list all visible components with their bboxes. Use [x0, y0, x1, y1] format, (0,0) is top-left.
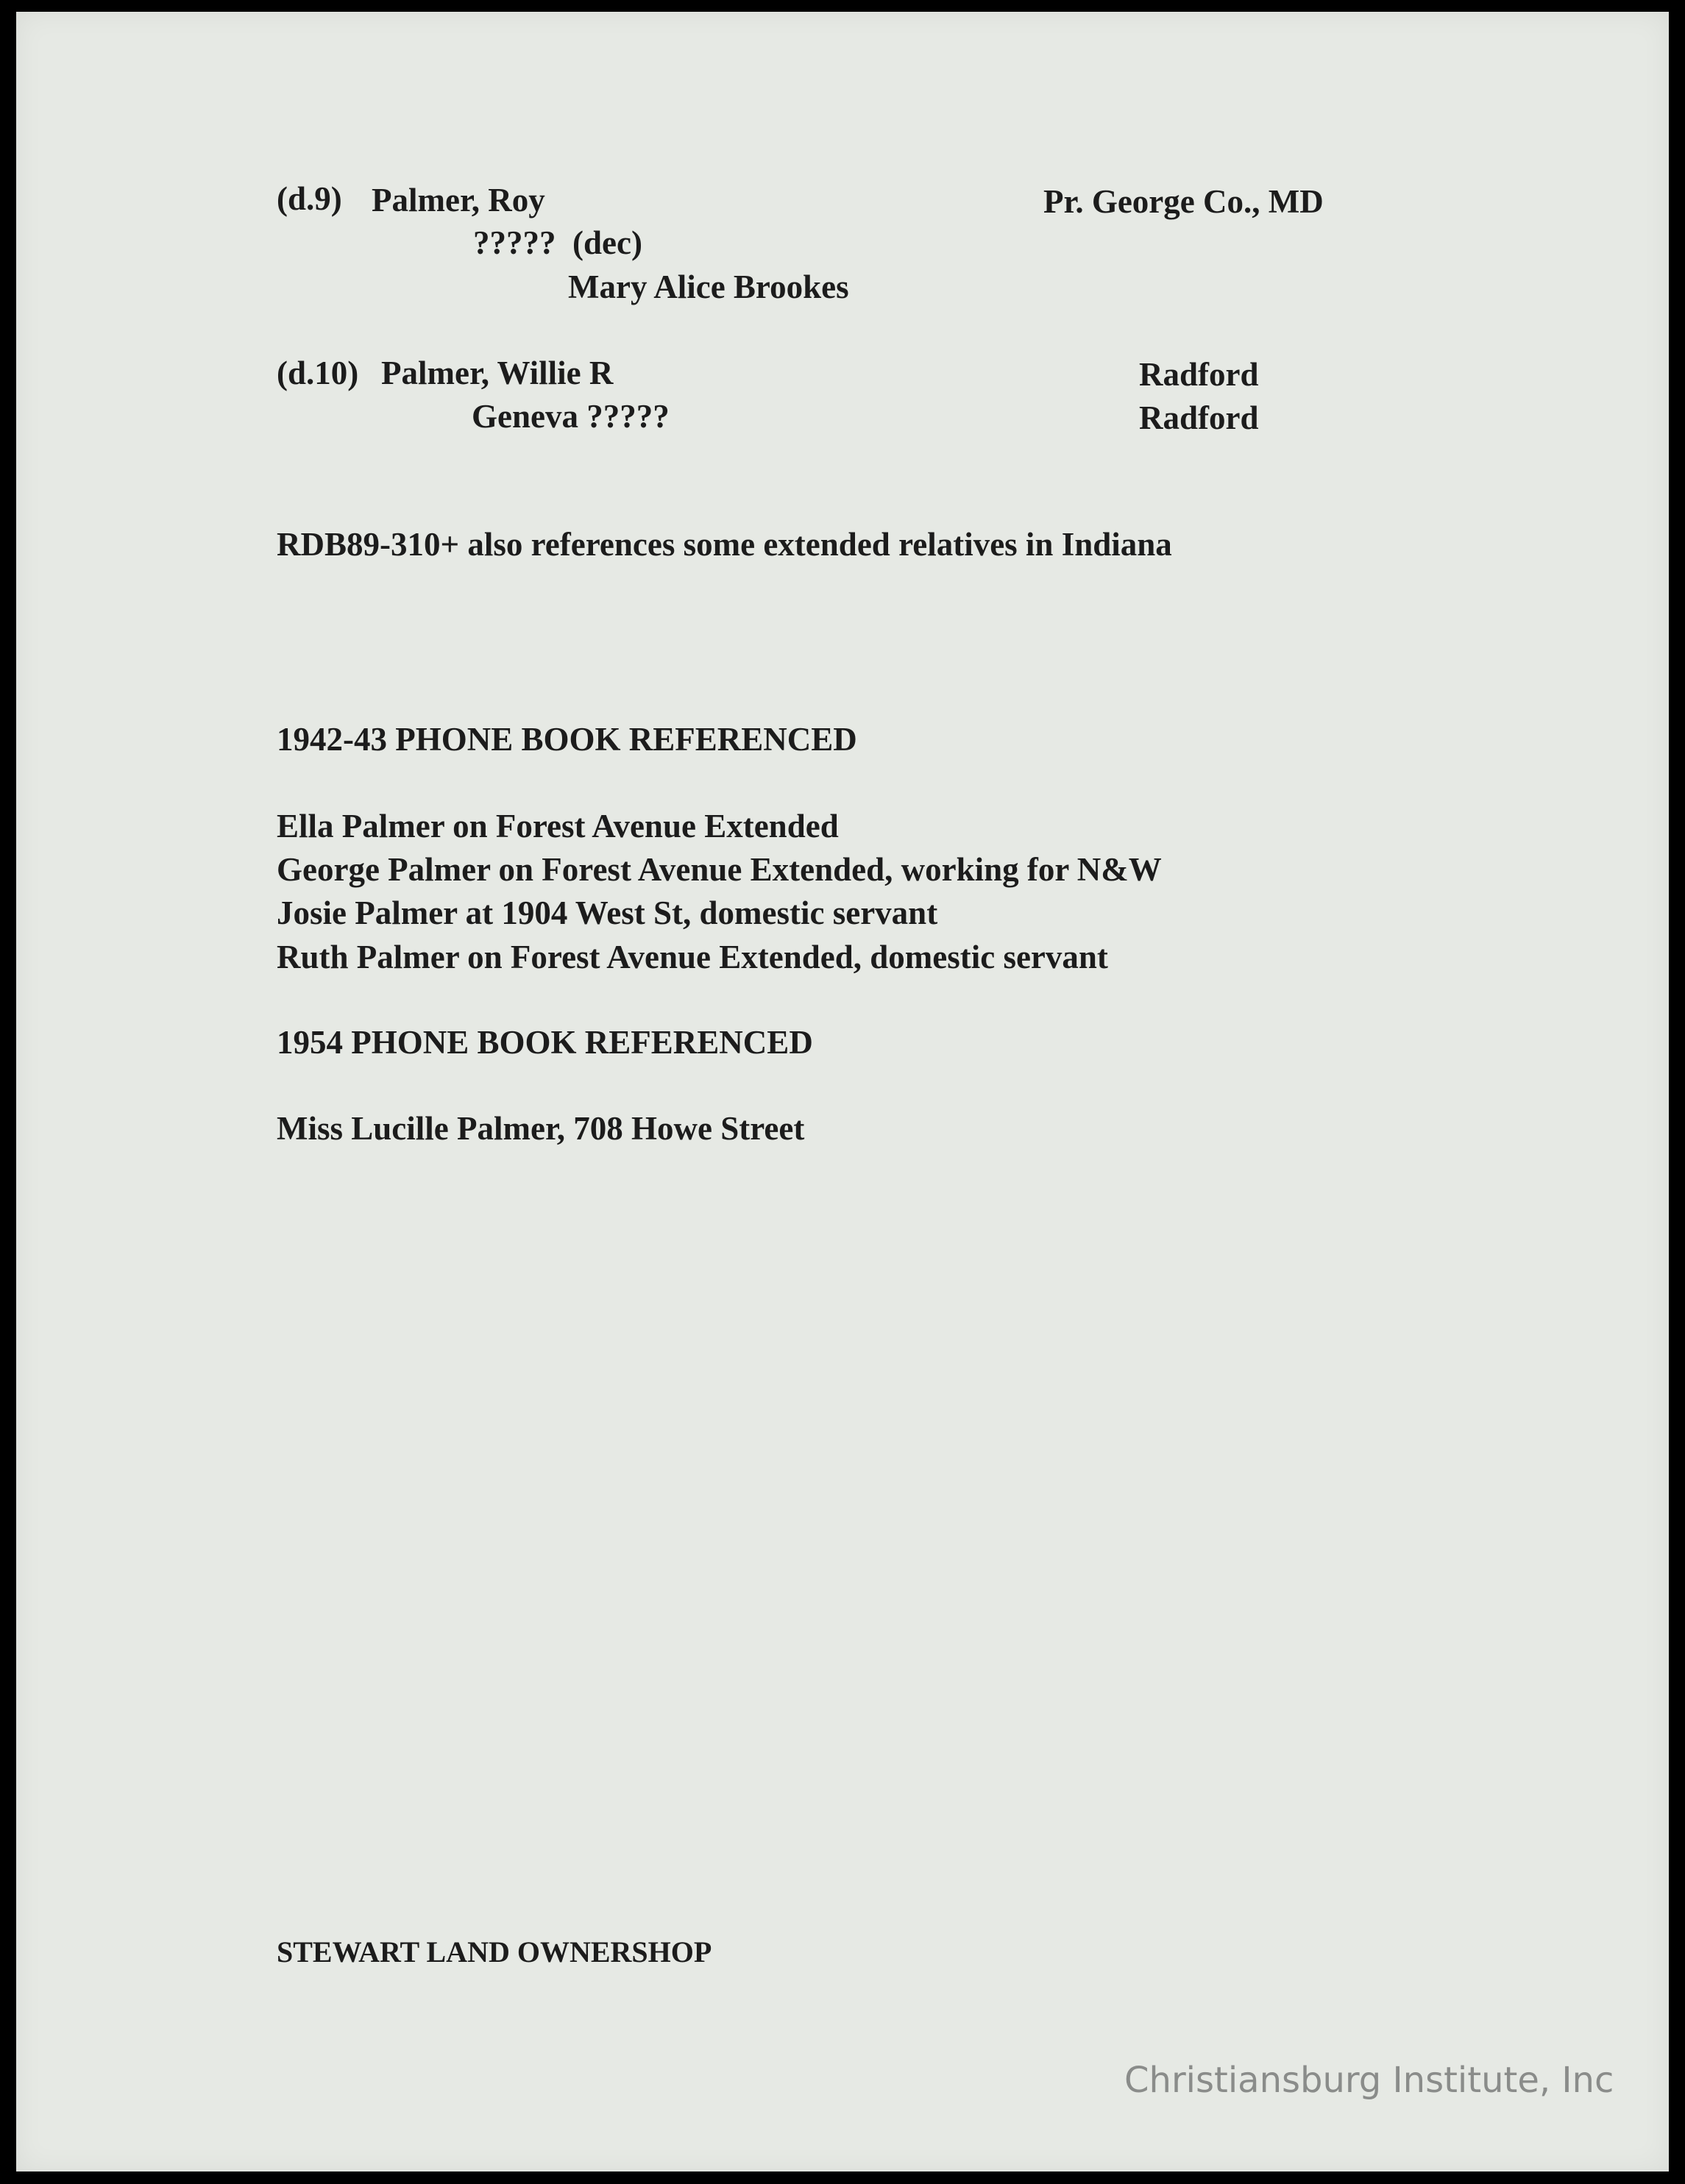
entry-d9-location: Pr. George Co., MD	[1043, 183, 1324, 220]
entry-d10-name: Palmer, Willie R	[381, 355, 614, 391]
entry-d9-label: (d.9)	[277, 180, 342, 217]
stewart-land-heading: STEWART LAND OWNERSHOP	[277, 1935, 712, 1968]
entry-d9-subline-2: Mary Alice Brookes	[568, 268, 849, 305]
phone-book-1942-line: George Palmer on Forest Avenue Extended, working for N&W	[277, 851, 1162, 888]
entry-d10-spouse-location: Radford	[1139, 399, 1259, 436]
entry-d9-subline-1: ????? (dec)	[473, 224, 642, 261]
phone-book-1942-heading: 1942-43 PHONE BOOK REFERENCED	[277, 721, 857, 758]
phone-book-1942-line: Ruth Palmer on Forest Avenue Extended, domestic servant	[277, 939, 1108, 975]
phone-book-1942-line: Josie Palmer at 1904 West St, domestic servant	[277, 894, 938, 931]
entry-d10-spouse: Geneva ?????	[472, 398, 670, 435]
phone-book-1954-line: Miss Lucille Palmer, 708 Howe Street	[277, 1110, 805, 1147]
watermark-text: Christiansburg Institute, Inc	[1124, 2060, 1614, 2101]
entry-d10-location: Radford	[1139, 356, 1259, 393]
document-page	[16, 12, 1669, 2171]
phone-book-1954-heading: 1954 PHONE BOOK REFERENCED	[277, 1024, 813, 1061]
entry-d10-label: (d.10)	[277, 355, 359, 391]
reference-note: RDB89-310+ also references some extended relatives in Indiana	[277, 526, 1172, 563]
entry-d9-name: Palmer, Roy	[372, 182, 545, 218]
phone-book-1942-line: Ella Palmer on Forest Avenue Extended	[277, 808, 839, 844]
